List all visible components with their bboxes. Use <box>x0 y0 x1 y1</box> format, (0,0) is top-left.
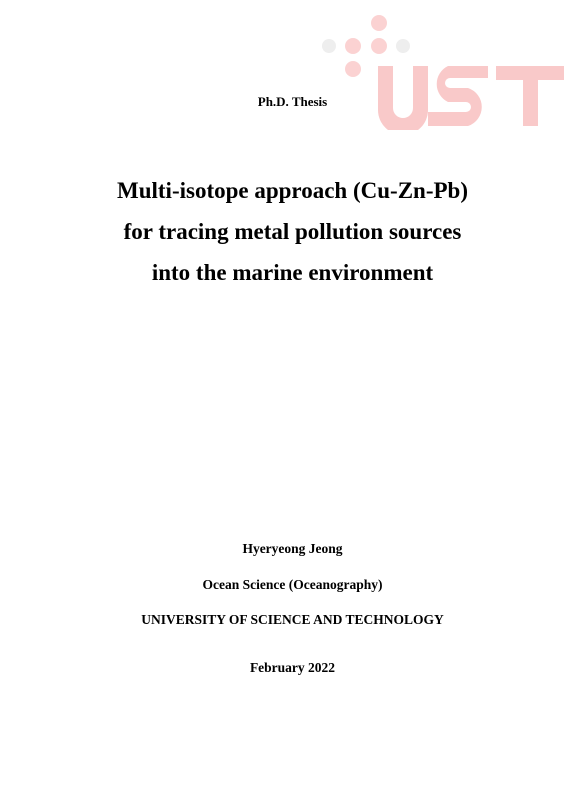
submission-date: February 2022 <box>249 660 336 675</box>
thesis-title-line-1: Multi-isotope approach (Cu-Zn-Pb) <box>117 178 468 203</box>
thesis-title-line-3: into the marine environment <box>151 260 434 285</box>
degree-label: Ph.D. Thesis <box>257 94 328 109</box>
logo-dots <box>322 15 410 77</box>
university-name: UNIVERSITY OF SCIENCE AND TECHNOLOGY <box>141 612 444 627</box>
thesis-title-line-2: for tracing metal pollution sources <box>123 219 462 244</box>
author-name: Hyeryeong Jeong <box>242 541 343 556</box>
department: Ocean Science (Oceanography) <box>202 577 383 592</box>
ust-logo <box>318 12 568 130</box>
